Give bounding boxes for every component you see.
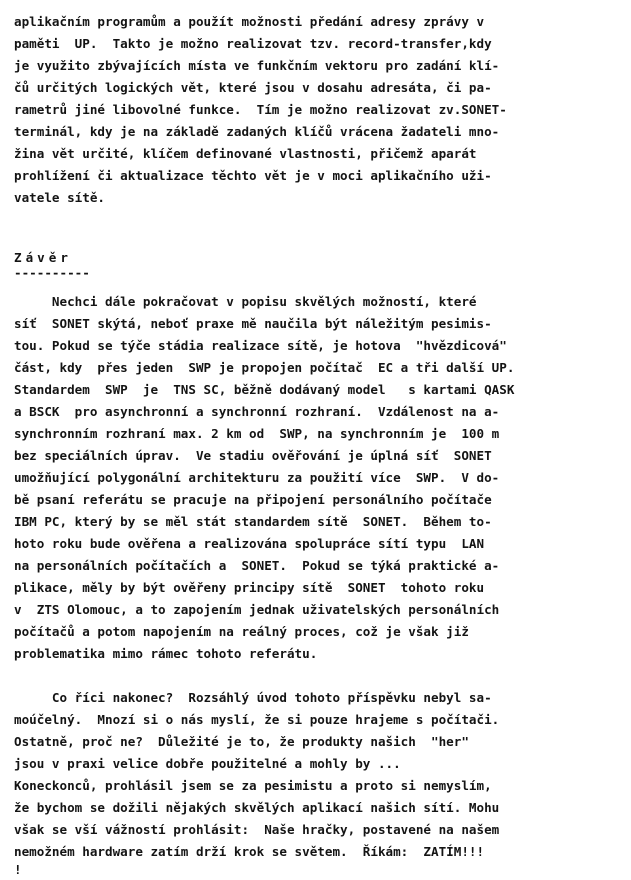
paragraph1-line-5: Standardem SWP je TNS SC, běžně dodávaný model s kartami QASK (14, 382, 515, 397)
intro-line-5: rametrů jiné libovolné funkce. Tím je možno realizovat zv.SONET- (14, 102, 507, 117)
paragraph1-line-8: bez speciálních úprav. Ve stadiu ověřování je úplná síť SONET (14, 448, 492, 463)
paragraph2-line-5: Koneckonců, prohlásil jsem se za pesimistu a proto si nemyslím, (14, 778, 492, 793)
paragraph1-line-12: hoto roku bude ověřena a realizována spolupráce sítí typu LAN (14, 536, 485, 551)
paragraph2-line-8: nemožném hardware zatím drží krok se světem. Říkám: ZATÍM!!! (14, 844, 485, 859)
trailing-mark: ! (14, 862, 22, 877)
section-heading: Závěr (14, 250, 72, 265)
heading-underline: ---------- (14, 265, 90, 280)
paragraph2-line-7: však se vší vážností prohlásit: Naše hračky, postavené na našem (14, 822, 500, 837)
paragraph1-line-2: síť SONET skýtá, neboť praxe mě naučila být náležitým pesimis- (14, 316, 492, 331)
intro-line-1: aplikačním programům a použít možnosti předání adresy zprávy v (14, 14, 485, 29)
intro-line-6: terminál, kdy je na základě zadaných klíčů vrácena žadateli mno- (14, 124, 500, 139)
intro-line-2: paměti UP. Takto je možno realizovat tzv. record-transfer,kdy (14, 36, 492, 51)
paragraph1-line-1: Nechci dále pokračovat v popisu skvělých možností, které (14, 294, 477, 309)
paragraph1-line-9: umožňující polygonální architekturu za použití více SWP. V do- (14, 470, 500, 485)
paragraph1-line-10: bě psaní referátu se pracuje na připojení personálního počítače (14, 492, 492, 507)
paragraph2-line-3: Ostatně, proč ne? Důležité je to, že produkty našich "her" (14, 734, 469, 749)
intro-line-9: vatele sítě. (14, 190, 105, 205)
paragraph1-line-11: IBM PC, který by se měl stát standardem sítě SONET. Během to- (14, 514, 492, 529)
intro-line-3: je využito zbývajících místa ve funkčním vektoru pro zadání klí- (14, 58, 500, 73)
paragraph2-line-6: že bychom se dožili nějakých skvělých aplikací našich sítí. Mohu (14, 800, 500, 815)
paragraph2-line-4: jsou v praxi velice dobře použitelné a mohly by ... (14, 756, 401, 771)
paragraph1-line-4: část, kdy přes jeden SWP je propojen počítač EC a tři další UP. (14, 360, 515, 375)
paragraph1-line-15: v ZTS Olomouc, a to zapojením jednak uživatelských personálních (14, 602, 500, 617)
intro-line-8: prohlížení či aktualizace těchto vět je v moci aplikačního uži- (14, 168, 492, 183)
paragraph1-line-16: počítačů a potom napojením na reálný proces, což je však již (14, 624, 469, 639)
paragraph2-line-2: moúčelný. Mnozí si o nás myslí, že si pouze hrajeme s počítači. (14, 712, 500, 727)
paragraph1-line-6: a BSCK pro asynchronní a synchronní rozhraní. Vzdálenost na a- (14, 404, 500, 419)
paragraph1-line-7: synchronním rozhraní max. 2 km od SWP, na synchronním je 100 m (14, 426, 500, 441)
intro-line-7: žina vět určité, klíčem definované vlastnosti, přičemž aparát (14, 146, 477, 161)
paragraph1-line-14: plikace, měly by být ověřeny principy sítě SONET tohoto roku (14, 580, 485, 595)
paragraph1-line-17: problematika mimo rámec tohoto referátu. (14, 646, 318, 661)
paragraph1-line-13: na personálních počítačích a SONET. Pokud se týká praktické a- (14, 558, 500, 573)
intro-line-4: čů určitých logických vět, které jsou v dosahu adresáta, či pa- (14, 80, 492, 95)
paragraph1-line-3: tou. Pokud se týče stádia realizace sítě, je hotova "hvězdicová" (14, 338, 507, 353)
paragraph2-line-1: Co říci nakonec? Rozsáhlý úvod tohoto příspěvku nebyl sa- (14, 690, 492, 705)
